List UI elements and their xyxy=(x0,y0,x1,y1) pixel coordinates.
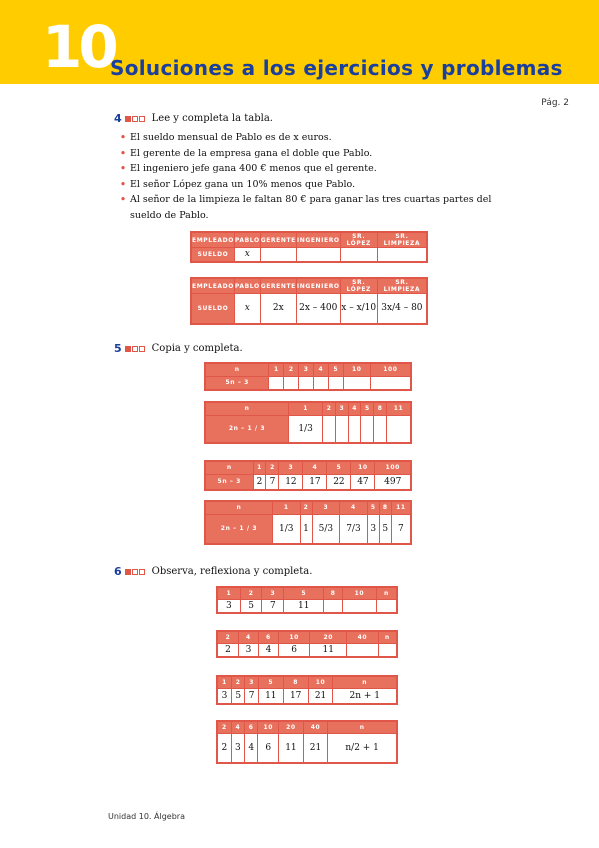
table-header: PABLO xyxy=(234,278,260,294)
table-header: 40 xyxy=(303,721,328,733)
bullet-item: • El sueldo mensual de Pablo es de x euros. xyxy=(120,130,500,146)
table-header: 2 xyxy=(323,402,336,415)
table-header: 3 xyxy=(312,501,340,514)
table-cell: 2 xyxy=(253,474,266,490)
unit-number: 10 xyxy=(42,13,115,81)
table-header: 1 xyxy=(217,676,231,688)
table-header: SR. LIMPIEZA xyxy=(377,278,427,294)
table-header: 4 xyxy=(314,363,329,376)
table-cell: 11 xyxy=(284,599,324,613)
table-cell: 47 xyxy=(351,474,375,490)
table-cell: 3 xyxy=(367,514,379,544)
table-header: 11 xyxy=(391,501,411,514)
table-cell: 3x/4 – 80 xyxy=(377,294,427,324)
header-bar xyxy=(0,0,599,84)
salary-table-blank xyxy=(190,231,428,263)
sequence-table-b-blank xyxy=(204,401,412,444)
table-header: 3 xyxy=(279,461,303,474)
table-cell: 6 xyxy=(278,643,309,657)
sequence-table-a-solution xyxy=(204,460,412,491)
table-header: GERENTE xyxy=(260,232,296,248)
table-header: 5 xyxy=(284,587,324,599)
row-label: SUELDO xyxy=(191,294,234,324)
table-cell: 11 xyxy=(279,733,304,763)
table-cell: 7 xyxy=(266,474,279,490)
table-cell xyxy=(342,599,376,613)
table-cell: 2 xyxy=(217,643,238,657)
table-header: 4 xyxy=(303,461,327,474)
table-header: 2 xyxy=(284,363,299,376)
table-cell: 7/3 xyxy=(340,514,368,544)
table-cell: 2x xyxy=(260,294,296,324)
row-label: 5n – 3 xyxy=(205,376,269,390)
sequence-table-b-solution xyxy=(204,500,412,545)
pattern-table-2-blank xyxy=(216,630,398,658)
table-cell xyxy=(347,643,378,657)
bullet-item: • El ingeniero jefe gana 400 € menos que el gerente. xyxy=(120,161,500,177)
table-header: 5 xyxy=(258,676,283,688)
exercise-4-bullets xyxy=(120,130,500,223)
table-cell: 12 xyxy=(279,474,303,490)
bullet-item: • Al señor de la limpieza le faltan 80 € para ganar las tres cuartas partes del sueldo de Pablo. xyxy=(120,192,500,223)
table-cell: 1/3 xyxy=(272,514,300,544)
table-cell xyxy=(376,599,397,613)
table-header: 2 xyxy=(240,587,262,599)
table-header: 100 xyxy=(375,461,411,474)
table-header: n xyxy=(378,631,397,643)
table-cell: 3 xyxy=(238,643,258,657)
table-header: 10 xyxy=(258,721,279,733)
row-label: 2n – 1 / 3 xyxy=(205,514,272,544)
row-label: 5n – 3 xyxy=(205,474,253,490)
table-header: 4 xyxy=(231,721,244,733)
table-header: 8 xyxy=(283,676,308,688)
table-header: n xyxy=(205,363,269,376)
table-header: INGENIERO xyxy=(296,278,340,294)
exercise-instruction: Lee y completa la tabla. xyxy=(151,113,273,124)
exercise-number: 6 xyxy=(114,565,122,578)
exercise-instruction: Observa, reflexiona y completa. xyxy=(151,566,313,577)
table-cell: 2x – 400 xyxy=(296,294,340,324)
difficulty-icon xyxy=(125,569,145,575)
bullet-item: • El señor López gana un 10% menos que Pablo. xyxy=(120,177,500,193)
table-header: 2 xyxy=(217,631,238,643)
table-cell: 4 xyxy=(258,643,278,657)
table-cell: 17 xyxy=(283,688,308,704)
table-header: 4 xyxy=(238,631,258,643)
table-cell: 17 xyxy=(303,474,327,490)
table-cell: x xyxy=(234,248,260,262)
table-header: 20 xyxy=(279,721,304,733)
table-header: SR. LÓPEZ xyxy=(340,278,377,294)
table-header: GERENTE xyxy=(260,278,296,294)
exercise-4-heading xyxy=(114,112,273,125)
table-cell xyxy=(340,248,377,262)
table-cell: 7 xyxy=(391,514,411,544)
table-header: INGENIERO xyxy=(296,232,340,248)
table-header: 3 xyxy=(262,587,284,599)
table-cell xyxy=(377,248,427,262)
table-cell: 4 xyxy=(245,733,258,763)
table-header: 1 xyxy=(253,461,266,474)
page-title: Soluciones a los ejercicios y problemas xyxy=(110,56,563,80)
table-header: 2 xyxy=(300,501,312,514)
table-header: 2 xyxy=(266,461,279,474)
table-cell: n/2 + 1 xyxy=(328,733,397,763)
table-cell: 11 xyxy=(258,688,283,704)
table-header: EMPLEADO xyxy=(191,278,234,294)
table-header: 3 xyxy=(335,402,348,415)
table-header: 1 xyxy=(217,587,240,599)
table-cell: 1/3 xyxy=(289,415,323,443)
salary-table-solution xyxy=(190,277,428,325)
table-cell: 5 xyxy=(379,514,391,544)
page-number: Pág. 2 xyxy=(541,98,569,108)
pattern-table-1-blank xyxy=(216,586,398,614)
table-header: 10 xyxy=(342,587,376,599)
table-header: 8 xyxy=(324,587,343,599)
table-header: 1 xyxy=(289,402,323,415)
table-header: 11 xyxy=(386,402,411,415)
table-header: EMPLEADO xyxy=(191,232,234,248)
table-header: 10 xyxy=(343,363,370,376)
table-cell: 1 xyxy=(300,514,312,544)
bullet-item: • El gerente de la empresa gana el doble que Pablo. xyxy=(120,146,500,162)
table-header: 10 xyxy=(278,631,309,643)
table-header: 2 xyxy=(231,676,244,688)
table-cell: 7 xyxy=(245,688,258,704)
footer-text: Unidad 10. Álgebra xyxy=(108,812,185,821)
table-header: 5 xyxy=(328,363,343,376)
exercise-number: 4 xyxy=(114,112,122,125)
table-header: SR. LÓPEZ xyxy=(340,232,377,248)
table-cell: 3 xyxy=(231,733,244,763)
table-cell: 2n + 1 xyxy=(333,688,397,704)
table-cell: x xyxy=(234,294,260,324)
table-header: 100 xyxy=(370,363,411,376)
difficulty-icon xyxy=(125,116,145,122)
exercise-instruction: Copia y completa. xyxy=(151,343,243,354)
table-header: 4 xyxy=(340,501,368,514)
table-header: 1 xyxy=(269,363,284,376)
exercise-5-heading xyxy=(114,342,243,355)
table-header: 1 xyxy=(272,501,300,514)
exercise-number: 5 xyxy=(114,342,122,355)
table-header: 20 xyxy=(310,631,347,643)
exercise-6-heading xyxy=(114,565,312,578)
sequence-table-a-blank xyxy=(204,362,412,391)
table-header: 5 xyxy=(327,461,351,474)
table-header: n xyxy=(205,402,289,415)
table-cell: 21 xyxy=(303,733,328,763)
row-label: SUELDO xyxy=(191,248,234,262)
pattern-table-2-solution xyxy=(216,720,398,764)
table-cell: 2 xyxy=(217,733,231,763)
table-header: 5 xyxy=(361,402,374,415)
table-header: 10 xyxy=(308,676,333,688)
table-cell xyxy=(378,643,397,657)
table-cell xyxy=(296,248,340,262)
table-header: 2 xyxy=(217,721,231,733)
table-cell: x – x/10 xyxy=(340,294,377,324)
table-header: 40 xyxy=(347,631,378,643)
table-header: 4 xyxy=(348,402,361,415)
table-header: 6 xyxy=(258,631,278,643)
table-header: 8 xyxy=(374,402,387,415)
table-header: n xyxy=(328,721,397,733)
table-cell: 11 xyxy=(310,643,347,657)
table-header: 10 xyxy=(351,461,375,474)
row-label: 2n – 1 / 3 xyxy=(205,415,289,443)
table-header: n xyxy=(376,587,397,599)
table-cell: 21 xyxy=(308,688,333,704)
table-cell xyxy=(324,599,343,613)
table-cell: 5 xyxy=(231,688,244,704)
pattern-table-1-solution xyxy=(216,675,398,705)
table-cell: 3 xyxy=(217,599,240,613)
table-header: SR. LIMPIEZA xyxy=(377,232,427,248)
table-header: 3 xyxy=(245,676,258,688)
table-header: n xyxy=(205,501,272,514)
difficulty-icon xyxy=(125,346,145,352)
table-cell: 3 xyxy=(217,688,231,704)
table-header: 3 xyxy=(299,363,314,376)
table-cell: 497 xyxy=(375,474,411,490)
table-header: n xyxy=(205,461,253,474)
table-header: 8 xyxy=(379,501,391,514)
table-header: PABLO xyxy=(234,232,260,248)
table-cell: 22 xyxy=(327,474,351,490)
table-cell: 5 xyxy=(240,599,262,613)
table-cell: 5/3 xyxy=(312,514,340,544)
table-header: 5 xyxy=(367,501,379,514)
table-cell: 7 xyxy=(262,599,284,613)
table-header: n xyxy=(333,676,397,688)
table-cell: 6 xyxy=(258,733,279,763)
table-header: 6 xyxy=(245,721,258,733)
table-cell xyxy=(260,248,296,262)
